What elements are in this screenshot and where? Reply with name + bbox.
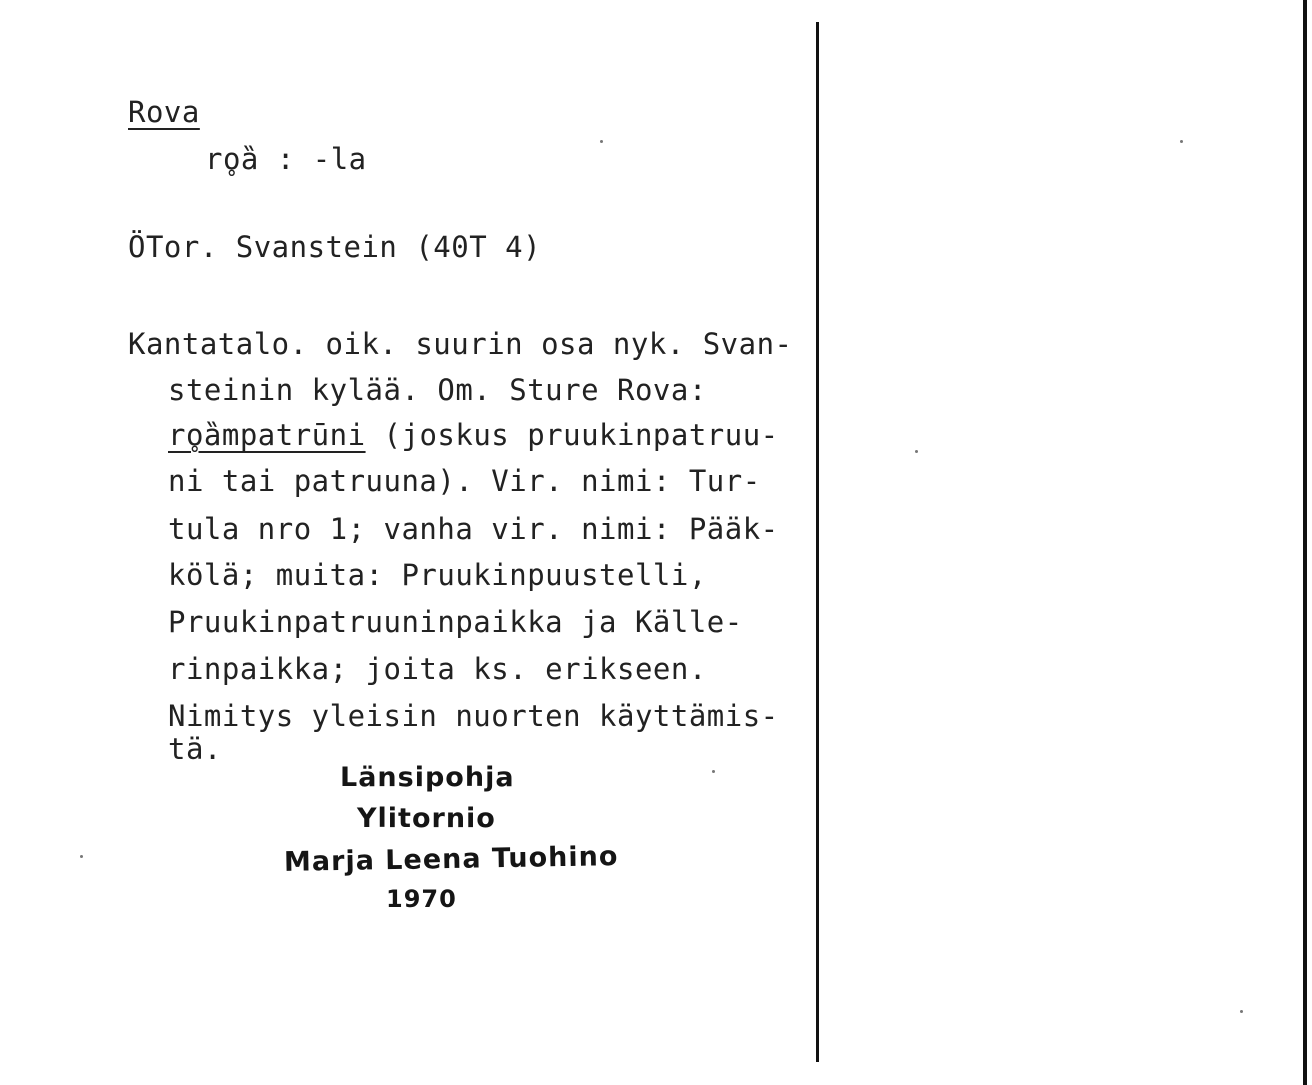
description-line-3 (168, 418, 779, 452)
description-line-5: tula nro 1; vanha vir. nimi: Pääk- (168, 512, 779, 546)
underlined-dialect-form: ro̥ȁmpatrūni (168, 418, 366, 452)
scan-speck (712, 770, 715, 773)
description-line-6: kölä; muita: Pruukinpuustelli, (168, 558, 707, 592)
location-line: ÖTor. Svanstein (40T 4) (128, 230, 542, 264)
scan-speck (80, 855, 83, 858)
stamp-parish: Ylitornio (357, 803, 496, 834)
description-line-7: Pruukinpatruuninpaikka ja Källe- (168, 605, 743, 639)
stamp-year: 1970 (386, 885, 457, 913)
vertical-rule-middle (816, 22, 819, 1062)
vertical-rule-right (1303, 0, 1307, 1085)
description-line-9: Nimitys yleisin nuorten käyttämis- (168, 699, 779, 733)
stamp-region: Länsipohja (340, 762, 515, 793)
headword: Rova (128, 95, 200, 129)
scan-speck (1180, 140, 1183, 143)
description-line-10: tä. (168, 732, 222, 766)
stamp-collector: Marja Leena Tuohino (283, 841, 619, 878)
description-line-2: steinin kylää. Om. Sture Rova: (168, 373, 707, 407)
description-line-1: Kantatalo. oik. suurin osa nyk. Svan- (128, 327, 793, 361)
description-line-3-rest: (joskus pruukinpatruu- (365, 418, 779, 452)
scan-speck (1240, 1010, 1243, 1013)
pronunciation: ro̥ȁ : -la (205, 142, 367, 176)
scan-speck (600, 140, 603, 143)
description-line-4: ni tai patruuna). Vir. nimi: Tur- (168, 464, 761, 498)
scan-speck (915, 450, 918, 453)
description-line-8: rinpaikka; joita ks. erikseen. (168, 652, 707, 686)
